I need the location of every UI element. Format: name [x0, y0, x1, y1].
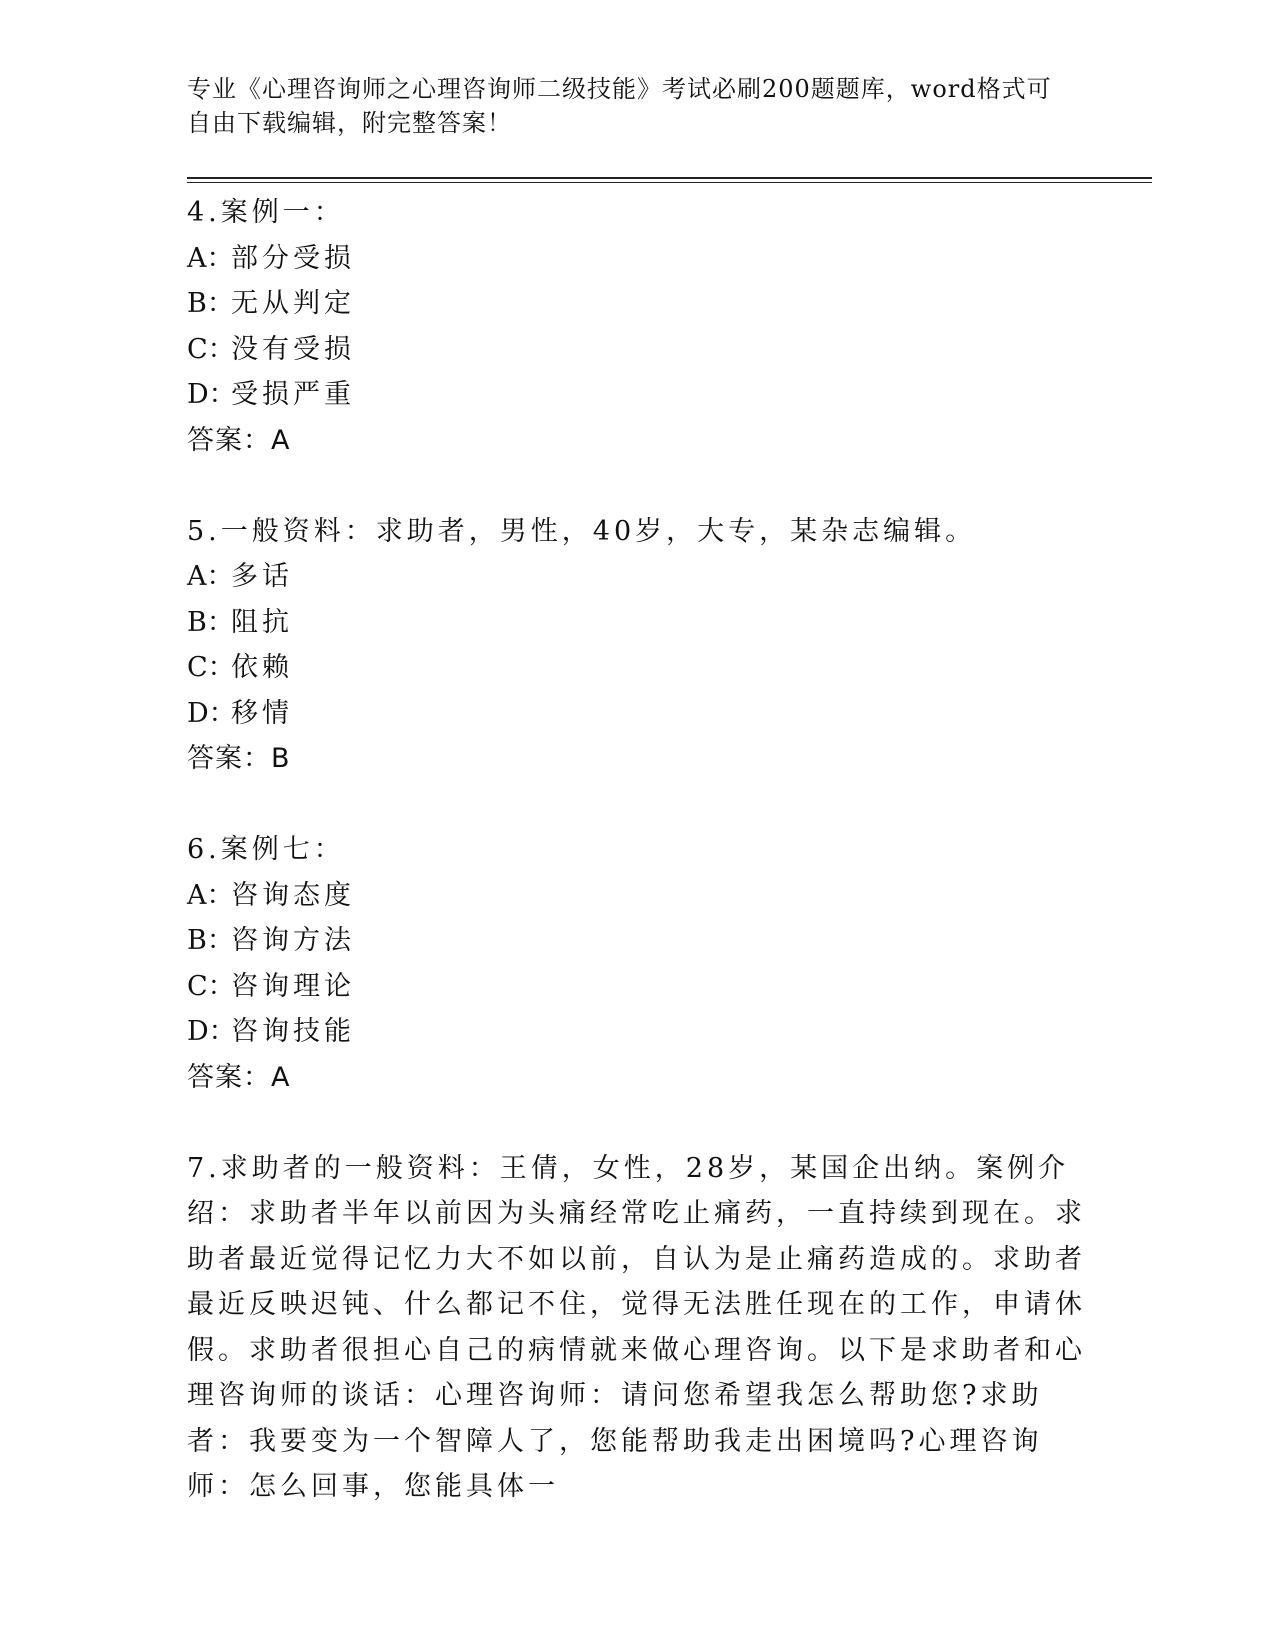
option-label: D：: [187, 1016, 236, 1047]
answer-line: 答案：B: [187, 743, 291, 774]
option-a: [187, 873, 1087, 919]
option-label: B：: [187, 288, 234, 319]
option-text: 没有受损: [231, 333, 355, 365]
question-list: [187, 190, 1087, 1510]
answer-line: 答案：A: [187, 1061, 291, 1093]
option-text: 多话: [231, 561, 293, 592]
option-label: A：: [187, 879, 234, 911]
spacer: [187, 782, 1087, 828]
spacer: [187, 463, 1087, 509]
header-rule-thin: [187, 182, 1152, 183]
answer-line: 答案：A: [187, 424, 291, 456]
question-5: [187, 509, 1087, 828]
question-stem: 5.一般资料：求助者，男性，40岁，大专，某杂志编辑。: [187, 515, 977, 547]
header-rule-thick: [187, 177, 1152, 179]
option-text: 咨询理论: [231, 970, 355, 1002]
spacer: [187, 1100, 1087, 1146]
option-text: 移情: [231, 697, 293, 729]
option-label: A：: [187, 561, 234, 592]
question-4: [187, 190, 1087, 509]
option-label: C：: [187, 652, 235, 683]
option-d: [187, 691, 1087, 737]
option-text: 受损严重: [231, 379, 355, 410]
option-label: B：: [187, 606, 234, 638]
option-text: 部分受损: [231, 242, 355, 274]
question-stem: 7.求助者的一般资料：王倩，女性，28岁，某国企出纳。案例介绍：求助者半年以前因为头痛经常吃止痛药，一直持续到现在。求助者最近觉得记忆力大不如以前，自认为是止痛药造成的。求助者最近反映迟钝、什么都记不住，觉得无法胜任现在的工作，申请休假。求助者很担心自己的病情就来做心理咨询。以下是求助者和心理咨询师的谈话：心理咨询师：请问您希望我怎么帮助您?求助者：我要变为一个智障人了，您能帮助我走出困境吗?心理咨询师：怎么回事，您能具体一: [187, 1152, 1086, 1502]
option-c: [187, 964, 1087, 1010]
option-label: D：: [187, 379, 236, 410]
option-label: C：: [187, 970, 235, 1002]
option-text: 咨询技能: [231, 1016, 355, 1047]
question-stem: 4.案例一：: [187, 197, 345, 228]
option-text: 无从判定: [231, 288, 355, 319]
option-b: [187, 600, 1087, 646]
option-c: [187, 645, 1087, 691]
document-header: 专业《心理咨询师之心理咨询师二级技能》考试必刷200题题库，word格式可自由下载编辑，附完整答案！: [187, 75, 1052, 137]
option-a: [187, 236, 1087, 282]
option-b: [187, 918, 1087, 964]
option-label: C：: [187, 333, 235, 365]
option-text: 咨询态度: [231, 879, 355, 911]
option-a: [187, 554, 1087, 600]
option-d: [187, 1009, 1087, 1055]
option-text: 咨询方法: [231, 925, 355, 956]
option-b: [187, 281, 1087, 327]
option-label: D：: [187, 697, 236, 729]
option-label: B：: [187, 925, 234, 956]
question-stem: 6.案例七：: [187, 834, 345, 865]
option-label: A：: [187, 242, 234, 274]
option-c: [187, 327, 1087, 373]
option-d: [187, 372, 1087, 418]
question-6: [187, 827, 1087, 1146]
option-text: 依赖: [231, 652, 293, 683]
option-text: 阻抗: [231, 606, 293, 638]
question-7: [187, 1146, 1087, 1510]
